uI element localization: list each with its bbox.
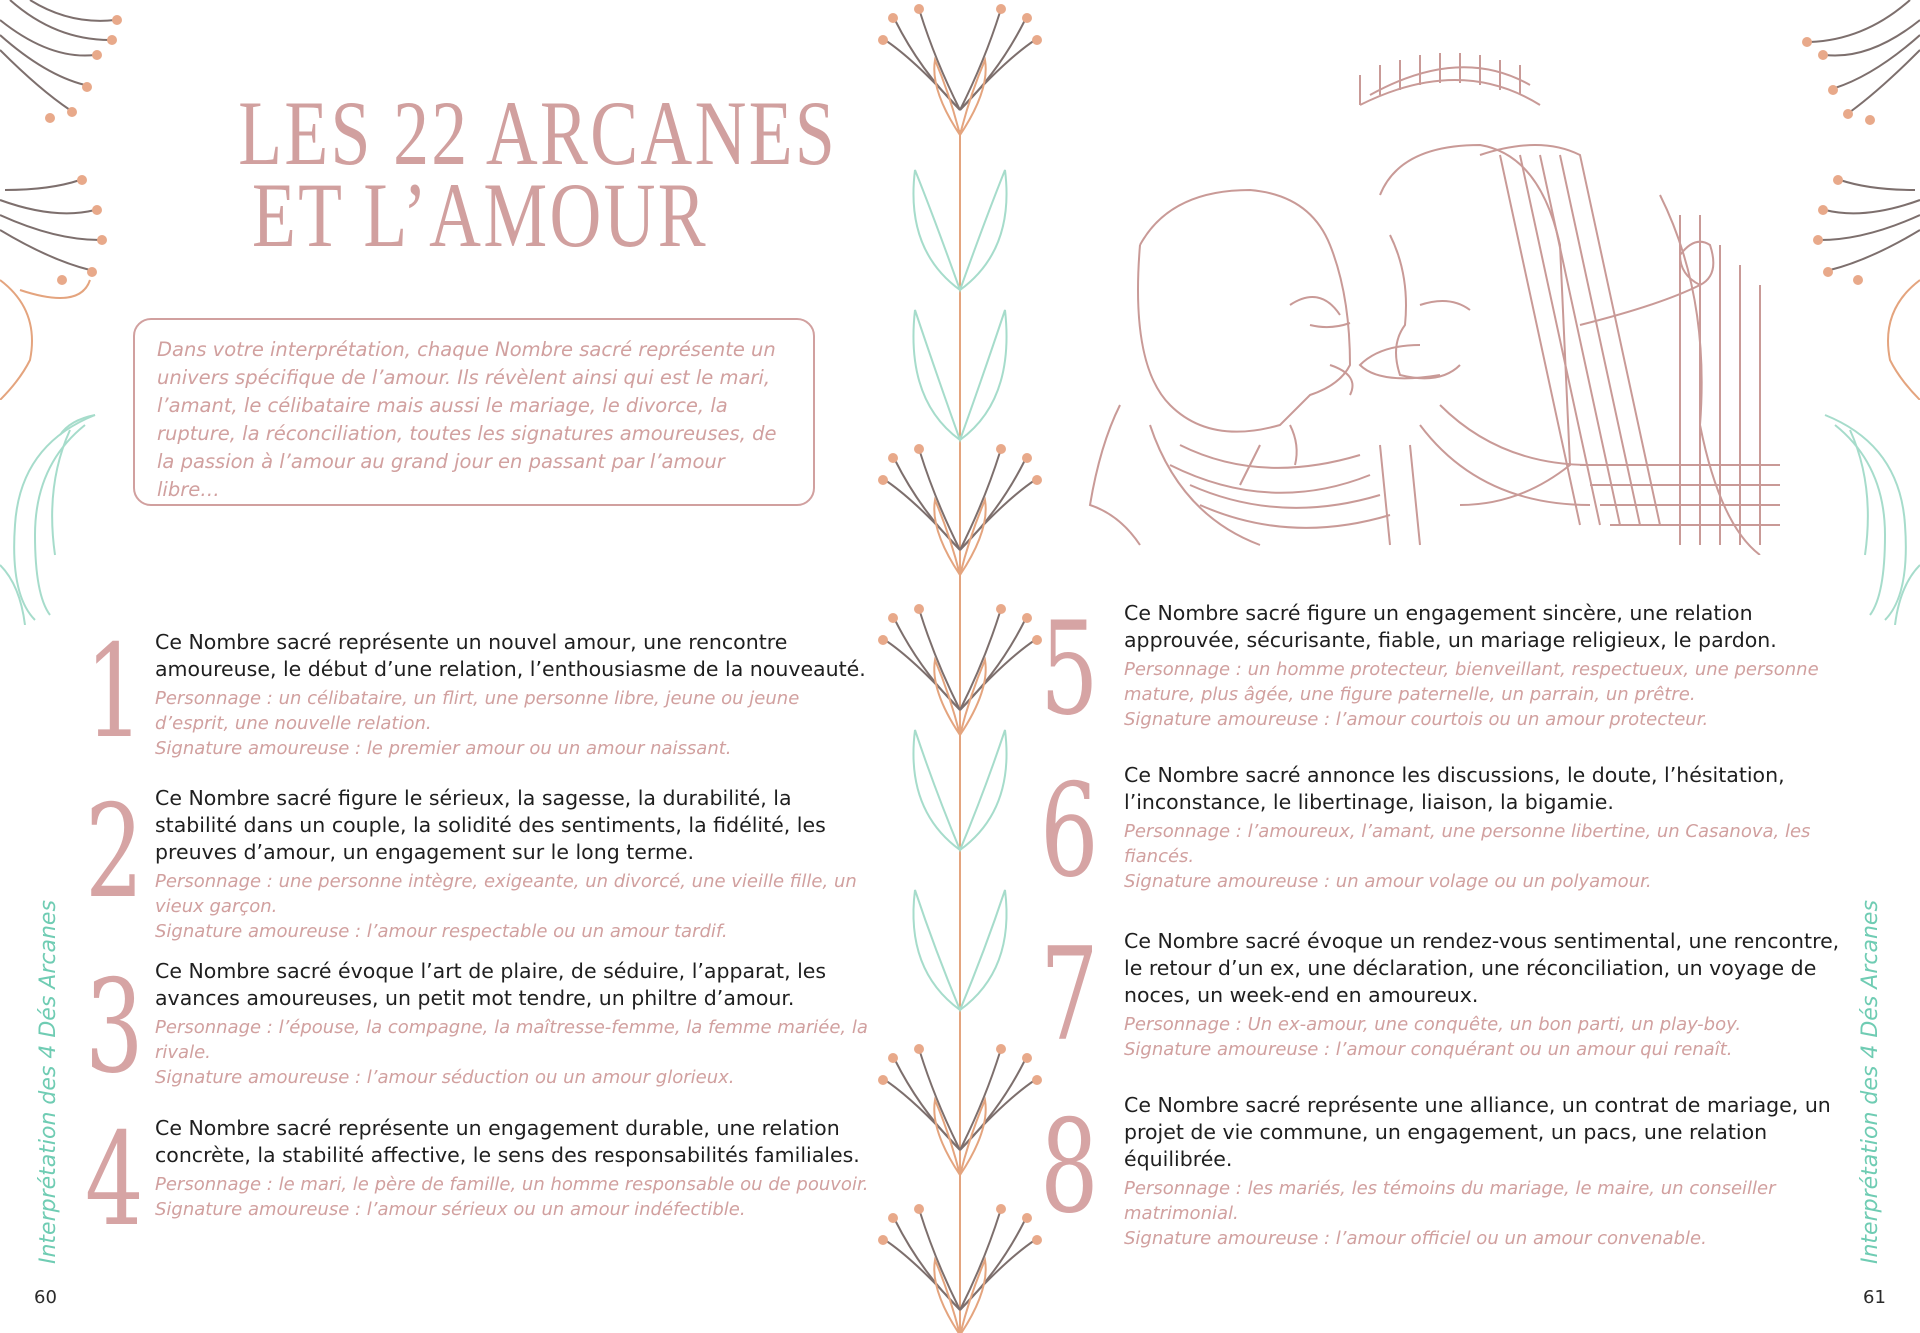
lotus-ornament-top-left — [0, 0, 125, 125]
arcane-description: Ce Nombre sacré figure le sérieux, la sagesse, la durabilité, la stabilité dans un couple, la solidité des sentiments, la fidélité, les preuves d’amour, un engagement sur le long terme. — [155, 786, 826, 864]
arcane-description: Ce Nombre sacré évoque l’art de plaire, de séduire, l’apparat, les avances amoureuses, un petit mot tendre, un philtre d’amour. — [155, 959, 827, 1010]
lotus-ornament-right-mid — [1805, 170, 1920, 400]
arcane-personnage: Personnage : le mari, le père de famille, un homme responsable ou de pouvoir. — [155, 1174, 869, 1195]
leaf-ornament-right — [1815, 405, 1920, 625]
arcane-signature: Signature amoureuse : un amour volage ou un polyamour. — [1124, 871, 1652, 892]
arcane-description: Ce Nombre sacré évoque un rendez-vous sentimental, une rencontre, le retour d’un ex, une déclaration, une réconciliation, un voyage de noces, un week-end en amoureux. — [1124, 929, 1840, 1007]
arcane-number: 1 — [85, 618, 144, 767]
page-title-line-1: LES 22 ARCANES — [238, 82, 838, 184]
arcane-personnage: Personnage : une personne intègre, exigeante, un divorcé, une vieille fille, un vieux garçon. — [155, 871, 857, 917]
arcane-description: Ce Nombre sacré représente une alliance, un contrat de mariage, un projet de vie commune, un engagement, un pacs, une relation équilibrée. — [1124, 1093, 1831, 1171]
intro-box: Dans votre interprétation, chaque Nombre sacré représente un univers spécifique de l’amour. Ils révèlent ainsi qui est le mari, l’amant, le célibataire mais aussi le mariage, le divorce, la rupture, la réconciliation, toutes les signatures amoureuses, de la passion à l’amour au grand jour en passant par l’amour libre… — [133, 318, 815, 506]
running-title-left: Interprétation des 4 Dés Arcanes — [36, 900, 61, 1264]
arcane-personnage: Personnage : Un ex-amour, une conquête, un bon parti, un play-boy. — [1124, 1014, 1742, 1035]
arcane-number: 7 — [1040, 921, 1099, 1070]
arcane-signature: Signature amoureuse : l’amour séduction ou un amour glorieux. — [155, 1067, 735, 1088]
arcane-signature: Signature amoureuse : l’amour courtois ou un amour protecteur. — [1124, 709, 1709, 730]
arcane-number: 8 — [1040, 1093, 1099, 1242]
arcane-description: Ce Nombre sacré représente un engagement durable, une relation concrète, la stabilité affective, le sens des responsabilités familiales. — [155, 1116, 860, 1167]
arcane-description: Ce Nombre sacré annonce les discussions, le doute, l’hésitation, l’inconstance, le libertinage, liaison, la bigamie. — [1124, 763, 1785, 814]
running-title-right: Interprétation des 4 Dés Arcanes — [1858, 900, 1883, 1264]
arcane-personnage: Personnage : l’épouse, la compagne, la maîtresse-femme, la femme mariée, la rivale. — [155, 1017, 868, 1063]
arcane-personnage: Personnage : un homme protecteur, bienveillant, respectueux, une personne mature, plus âgée, une figure paternelle, un parrain, un prêtre. — [1124, 659, 1819, 705]
arcane-signature: Signature amoureuse : le premier amour ou un amour naissant. — [155, 738, 732, 759]
arcane-personnage: Personnage : les mariés, les témoins du mariage, le maire, un conseiller matrimonial. — [1124, 1178, 1776, 1224]
page-title-line-2: ET L’AMOUR — [251, 164, 708, 266]
arcane-description: Ce Nombre sacré représente un nouvel amour, une rencontre amoureuse, le début d’une relation, l’enthousiasme de la nouveauté. — [155, 630, 866, 681]
arcane-personnage: Personnage : l’amoureux, l’amant, une personne libertine, un Casanova, les fiancés. — [1124, 821, 1811, 867]
page-title — [238, 82, 838, 266]
arcane-number: 2 — [85, 778, 144, 927]
egyptian-couple-illustration — [1060, 45, 1820, 555]
arcane-signature: Signature amoureuse : l’amour respectable ou un amour tardif. — [155, 921, 728, 942]
arcane-signature: Signature amoureuse : l’amour officiel ou un amour convenable. — [1124, 1228, 1707, 1249]
arcane-number: 6 — [1040, 757, 1099, 906]
arcane-number: 4 — [85, 1106, 144, 1255]
arcane-personnage: Personnage : un célibataire, un flirt, une personne libre, jeune ou jeune d’esprit, une nouvelle relation. — [155, 688, 800, 734]
central-ornament-column — [875, 0, 1045, 1333]
arcane-number: 3 — [85, 953, 144, 1102]
arcane-signature: Signature amoureuse : l’amour conquérant ou un amour qui renaît. — [1124, 1039, 1733, 1060]
arcane-signature: Signature amoureuse : l’amour sérieux ou un amour indéfectible. — [155, 1199, 746, 1220]
leaf-ornament-left — [0, 405, 105, 625]
lotus-ornament-left-mid — [0, 170, 115, 400]
arcane-description: Ce Nombre sacré figure un engagement sincère, une relation approuvée, sécurisante, fiable, un mariage religieux, le pardon. — [1124, 601, 1777, 652]
arcane-number: 5 — [1040, 595, 1099, 744]
page-number-right: 61 — [1863, 1287, 1886, 1308]
page-number-left: 60 — [34, 1287, 57, 1308]
